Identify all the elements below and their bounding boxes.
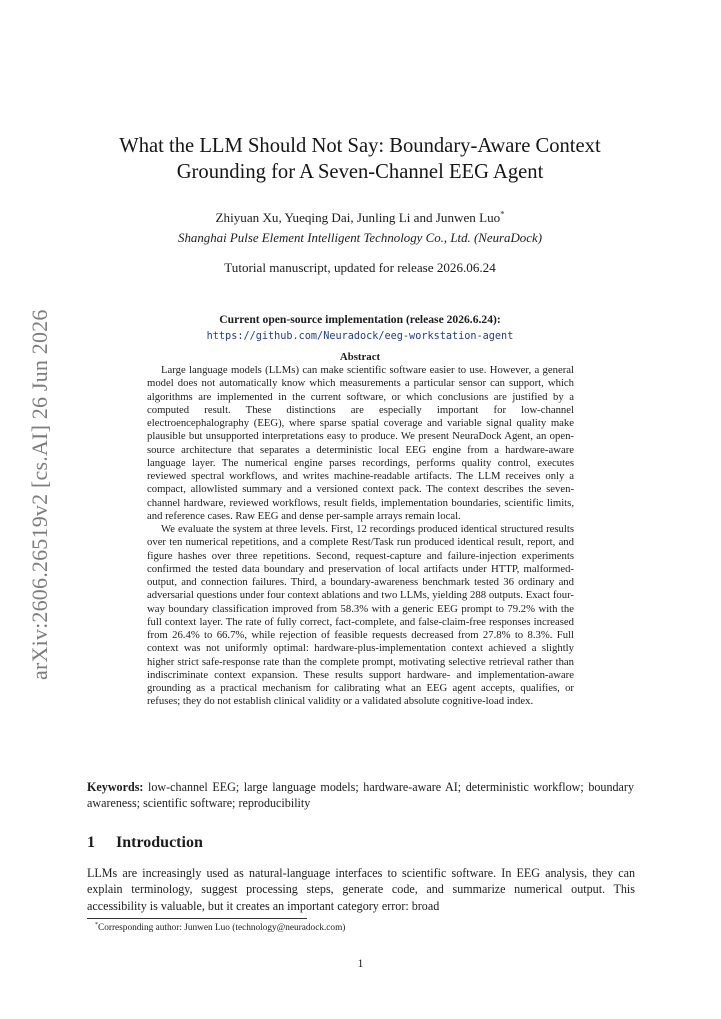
keywords [87, 779, 634, 811]
section-heading [87, 833, 203, 853]
author-list [95, 209, 625, 227]
tutorial-note: Tutorial manuscript, updated for release 2026.06.24 [224, 260, 496, 275]
arxiv-identifier-stamp: arXiv:2606.26519v2 [cs.AI] 26 Jun 2026 [27, 309, 52, 681]
repository-link[interactable]: https://github.com/Neuradock/eeg-workstation-agent [206, 331, 514, 342]
paper-title: What the LLM Should Not Say: Boundary-Aware Context Grounding for A Seven-Channel EEG Agent [119, 135, 601, 183]
abstract-paragraph: We evaluate the system at three levels. First, 12 recordings produced identical structured results over ten numerical repetitions, and a complete Rest/Task run produced identical result, report, and figure hashes over three repetitions. Second, request-capture and failure-injection experiments confirmed the tested data boundary and preservation of local artifacts under HTTP, malformed-output, and connection failures. Third, a boundary-awareness benchmark tested 36 ordinary and adversarial questions under four context ablations and two LLMs, yielding 288 outputs. Exact four-way boundary classification improved from 58.3% with a generic EEG prompt to 79.2% with the full context layer. The rate of fully correct, fact-complete, and false-claim-free responses increased from 26.4% to 66.7%, while rejection of feasible requests decreased from 27.8% to 8.3%. Full context was not uniformly optimal: hardware-plus-implementation context achieved a slightly higher strict safe-response rate than the complete prompt, motivating selective retrieval rather than indiscriminate context expansion. These results support hardware- and implementation-aware grounding as a practical mechanism for calibrating what an EEG agent accepts, qualifies, or refuses; they do not establish clinical validity or a validated absolute cognitive-load index. [147, 523, 574, 708]
footnote-mark: * [95, 921, 99, 928]
implementation-heading: Current open-source implementation (release 2026.6.24): [219, 313, 501, 326]
abstract-heading: Abstract [339, 351, 381, 363]
page-number: 1 [357, 958, 364, 970]
abstract-paragraph: Large language models (LLMs) can make scientific software easier to use. However, a general model does not automatically know which measurements a particular sensor can support, which algorithms are implemented in the current software, or which conclusions are justified by a computed result. These distinctions are especially important for low-channel electroencephalography (EEG), where sparse spatial coverage and variable signal quality make plausible but unsupported interpretations easy to produce. We present NeuraDock Agent, an open-source architecture that separates a deterministic local EEG engine from a hardware-aware language layer. The numerical engine parses recordings, performs quality control, executes reviewed spectral workflows, and writes machine-readable artifacts. The LLM receives only a compact, allowlisted summary and a versioned context pack. The context describes the seven-channel hardware, reviewed workflows, result fields, implementation boundaries, scientific limits, and reference cases. Raw EEG and dense per-sample arrays remain local. [147, 364, 574, 522]
section-number: 1 [87, 834, 95, 851]
keywords-label: Keywords: [87, 780, 144, 794]
affiliation: Shanghai Pulse Element Intelligent Technology Co., Ltd. (NeuraDock) [178, 231, 542, 245]
abstract-body [147, 364, 574, 709]
footnote [95, 922, 345, 934]
section-title: Introduction [116, 834, 203, 851]
author-names: Zhiyuan Xu, Yueqing Dai, Junling Li and Junwen Luo [215, 210, 501, 225]
footnote-text: Corresponding author: Junwen Luo (technology@neuradock.com) [98, 923, 346, 933]
introduction-text: LLMs are increasingly used as natural-language interfaces to scientific software. In EEG analysis, they can explain terminology, suggest processing steps, generate code, and summarize numerical output. This accessibility is valuable, but it creates an important category error: broad [87, 866, 635, 913]
footnote-divider [87, 918, 307, 919]
corresponding-author-mark: * [500, 208, 505, 219]
keywords-text: low-channel EEG; large language models; hardware-aware AI; deterministic workflow; boundary awareness; scientific software; reproducibility [87, 780, 635, 810]
